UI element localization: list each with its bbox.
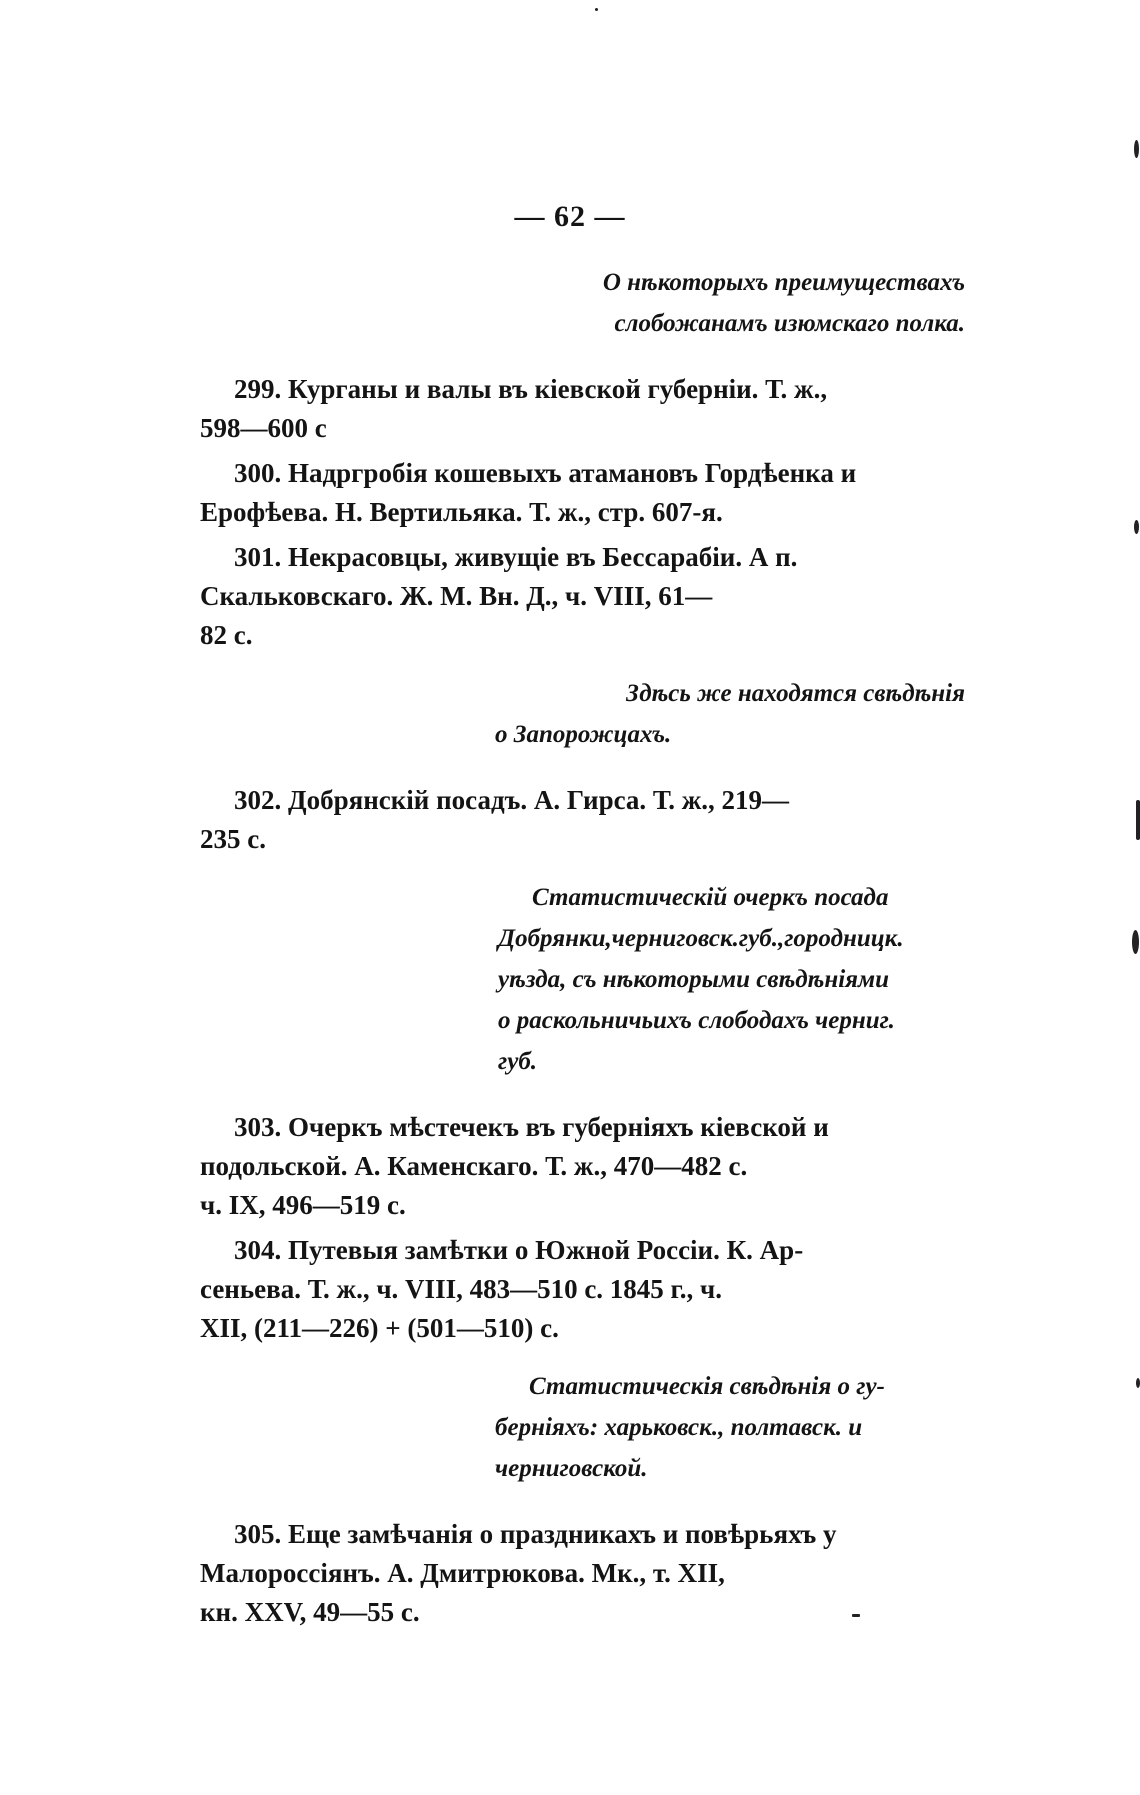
entry-line: 299. Курганы и валы въ кіевской губерніи. Т. ж., [234, 374, 828, 404]
annotation-note [200, 262, 965, 344]
note-line: Статистическій очеркъ посада [532, 884, 889, 911]
entry-line: 82 с. [200, 620, 253, 650]
scan-speck [1136, 800, 1140, 840]
bibliography-entry-301 [200, 538, 965, 655]
entry-line: XII, (211—226) + (501—510) с. [200, 1313, 559, 1343]
bibliography-entry-305 [200, 1515, 965, 1632]
scan-speck [1136, 1378, 1140, 1388]
note-line: уѣзда, съ нѣкоторыми свѣдѣніями [498, 966, 890, 993]
note-line: Здѣсь же находятся свѣдѣнія [626, 680, 965, 707]
note-line: Добрянки,черниговск.губ.,городницк. [498, 925, 904, 952]
annotation-note [495, 1366, 965, 1489]
entry-line: 303. Очеркъ мѣстечекъ въ губерніяхъ кіевской и [234, 1112, 829, 1142]
scan-speck [1132, 930, 1139, 954]
page-number: — 62 — [514, 200, 626, 233]
bibliography-entry-299 [200, 370, 965, 448]
scan-speck [595, 8, 598, 11]
scan-speck [1134, 140, 1139, 158]
note-line: о раскольничьихъ слободахъ черниг. [498, 1007, 895, 1034]
entry-line: 235 с. [200, 824, 266, 854]
note-line: губ. [498, 1048, 538, 1075]
entry-line: 301. Некрасовцы, живущіе въ Бессарабіи. А п. [234, 542, 798, 572]
annotation-note [200, 673, 965, 755]
entry-line: сеньева. Т. ж., ч. VIII, 483—510 с. 1845 г., ч. [200, 1274, 723, 1304]
bibliography-entry-303 [200, 1108, 965, 1225]
annotation-note [498, 877, 965, 1082]
entry-line: 304. Путевыя замѣтки о Южной Россіи. К. Ар- [234, 1235, 804, 1265]
entry-line: 305. Еще замѣчанія о праздникахъ и повѣрьяхъ у [234, 1519, 837, 1549]
entry-line: Ерофѣева. Н. Вертильяка. Т. ж., стр. 607-я. [200, 497, 723, 527]
note-line: черниговской. [495, 1455, 648, 1482]
note-line: о Запорожцахъ. [495, 721, 672, 748]
entry-line: ч. IX, 496—519 с. [200, 1190, 406, 1220]
entry-line: 302. Добрянскій посадъ. А. Гирса. Т. ж., 219— [234, 785, 790, 815]
entry-line: Скальковскаго. Ж. М. Вн. Д., ч. VIII, 61— [200, 581, 713, 611]
scan-speck [852, 1614, 860, 1617]
note-line: О нѣкоторыхъ преимуществахъ [602, 269, 965, 296]
note-line: берніяхъ: харьковск., полтавск. и [495, 1414, 863, 1441]
entry-line: 598—600 с [200, 413, 327, 443]
entry-line: 300. Надргробія кошевыхъ атамановъ Гордѣенка и [234, 458, 857, 488]
note-line: Статистическія свѣдѣнія о гу- [529, 1373, 885, 1400]
bibliography-entry-302 [200, 781, 965, 859]
scan-speck [1134, 520, 1139, 534]
note-line: слобожанамъ изюмскаго полка. [614, 310, 965, 337]
entry-line: подольской. А. Каменскаго. Т. ж., 470—482 с. [200, 1151, 748, 1181]
entry-line: кн. XXV, 49—55 с. [200, 1597, 420, 1627]
bibliography-entry-300 [200, 454, 965, 532]
bibliography-entry-304 [200, 1231, 965, 1348]
text-column [200, 262, 965, 1632]
entry-line: Малороссіянъ. А. Дмитрюкова. Мк., т. XII, [200, 1558, 725, 1588]
